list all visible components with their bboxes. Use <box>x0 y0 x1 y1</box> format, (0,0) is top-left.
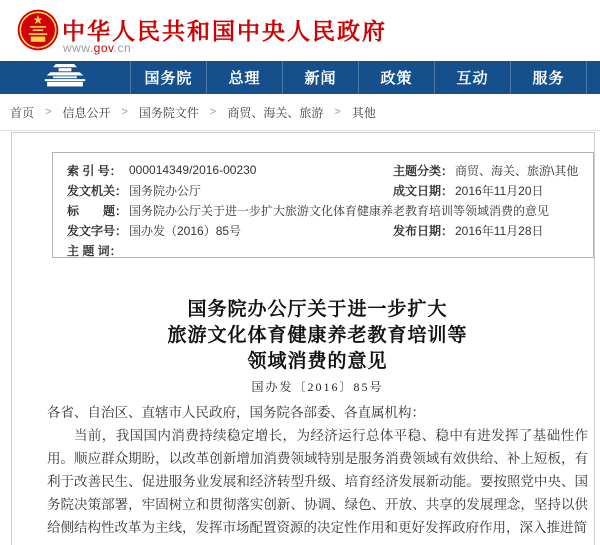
meta-row-keywords <box>67 240 593 260</box>
breadcrumb-separator: > <box>209 106 217 118</box>
site-url-gov: gov <box>93 41 114 55</box>
meta-value-title: 国务院办公厅关于进一步扩大旅游文化体育健康养老教育培训等领域消费的意见 <box>129 203 550 218</box>
document <box>47 297 588 539</box>
meta-row-title <box>67 200 593 220</box>
meta-value-category: 商贸、海关、旅游\其他 <box>455 163 579 178</box>
doc-meta-table <box>52 152 594 258</box>
nav-item-services[interactable]: 服务 <box>510 61 586 94</box>
document-title-line-2: 旅游文化体育健康养老教育培训等 <box>167 325 468 346</box>
meta-value-index: 000014349/2016-00230 <box>129 163 257 177</box>
breadcrumb-separator: > <box>45 106 52 118</box>
meta-row-agency <box>67 180 593 200</box>
breadcrumb-trade-customs-tourism[interactable]: 商贸、海关、旅游 <box>227 105 324 120</box>
nav-home-button[interactable] <box>0 61 130 94</box>
nav-item-interact[interactable]: 互动 <box>434 61 510 94</box>
meta-label-publish-date: 发布日期： <box>393 223 454 238</box>
meta-value-written-date: 2016年11月20日 <box>455 183 544 198</box>
nav-item-state-council[interactable]: 国务院 <box>130 61 206 94</box>
document-paragraph: 当前，我国国内消费持续稳定增长，为经济运行总体平稳、稳中有进发挥了基础性作用。顺应群众期盼，以改革创新增加消费领域特别是服务消费领域有效供给、补上短板，有利于改善民生、促进服务业发展和经济转型升级、培育经济发展新动能。要按照党中央、国务院决策部署，牢固树立和贯彻落实创新、协调、绿色、开放、共享的发展理念，坚持以供给侧结构性改革为主线，发挥市场配置资源的决定性作用和更好发挥政府作用，深入推进简 <box>47 428 588 535</box>
breadcrumb-info-disclosure[interactable]: 信息公开 <box>62 105 111 120</box>
tiananmen-home-icon <box>43 63 87 92</box>
nav-item-news[interactable]: 新闻 <box>282 61 358 94</box>
document-title-line-3: 领域消费的意见 <box>247 351 388 372</box>
main-nav <box>0 61 600 94</box>
meta-label-agency: 发文机关： <box>67 183 128 198</box>
nav-item-premier[interactable]: 总理 <box>206 61 282 94</box>
breadcrumb-separator: > <box>121 106 128 118</box>
nav-item-partial[interactable] <box>586 61 600 94</box>
meta-value-agency: 国务院办公厅 <box>129 183 202 198</box>
meta-value-doc-no: 国办发（2016）85号 <box>129 223 242 238</box>
document-body <box>47 401 588 539</box>
breadcrumb-state-council-docs[interactable]: 国务院文件 <box>138 105 199 120</box>
document-number: 国办发〔2016〕85号 <box>251 380 384 394</box>
document-title <box>47 297 588 375</box>
meta-label-title: 标 题： <box>67 203 128 218</box>
meta-label-keywords: 主 题 词： <box>67 243 122 258</box>
site-header <box>0 0 600 61</box>
national-emblem-icon <box>17 9 59 51</box>
breadcrumb-separator: > <box>334 106 341 118</box>
document-title-line-1: 国务院办公厅关于进一步扩大 <box>187 299 448 320</box>
site-title: 中华人民共和国中央人民政府 <box>62 18 387 44</box>
meta-label-written-date: 成文日期： <box>393 183 454 198</box>
meta-row-doc-no <box>67 220 593 240</box>
meta-row-index <box>67 160 593 180</box>
document-panel <box>11 132 595 545</box>
site-url-cn: .cn <box>113 41 132 55</box>
site-url <box>63 41 131 55</box>
meta-value-publish-date: 2016年11月28日 <box>455 223 544 238</box>
breadcrumb-other: 其他 <box>351 105 376 120</box>
site-url-www: www. <box>63 41 94 55</box>
nav-item-policy[interactable]: 政策 <box>358 61 434 94</box>
meta-label-doc-no: 发文字号： <box>67 223 128 238</box>
breadcrumb <box>0 94 600 131</box>
breadcrumb-home[interactable]: 首页 <box>10 105 35 120</box>
document-salutation: 各省、自治区、直辖市人民政府，国务院各部委、各直属机构： <box>47 405 425 420</box>
meta-label-category: 主题分类： <box>393 163 454 178</box>
meta-label-index: 索 引 号： <box>67 163 122 178</box>
